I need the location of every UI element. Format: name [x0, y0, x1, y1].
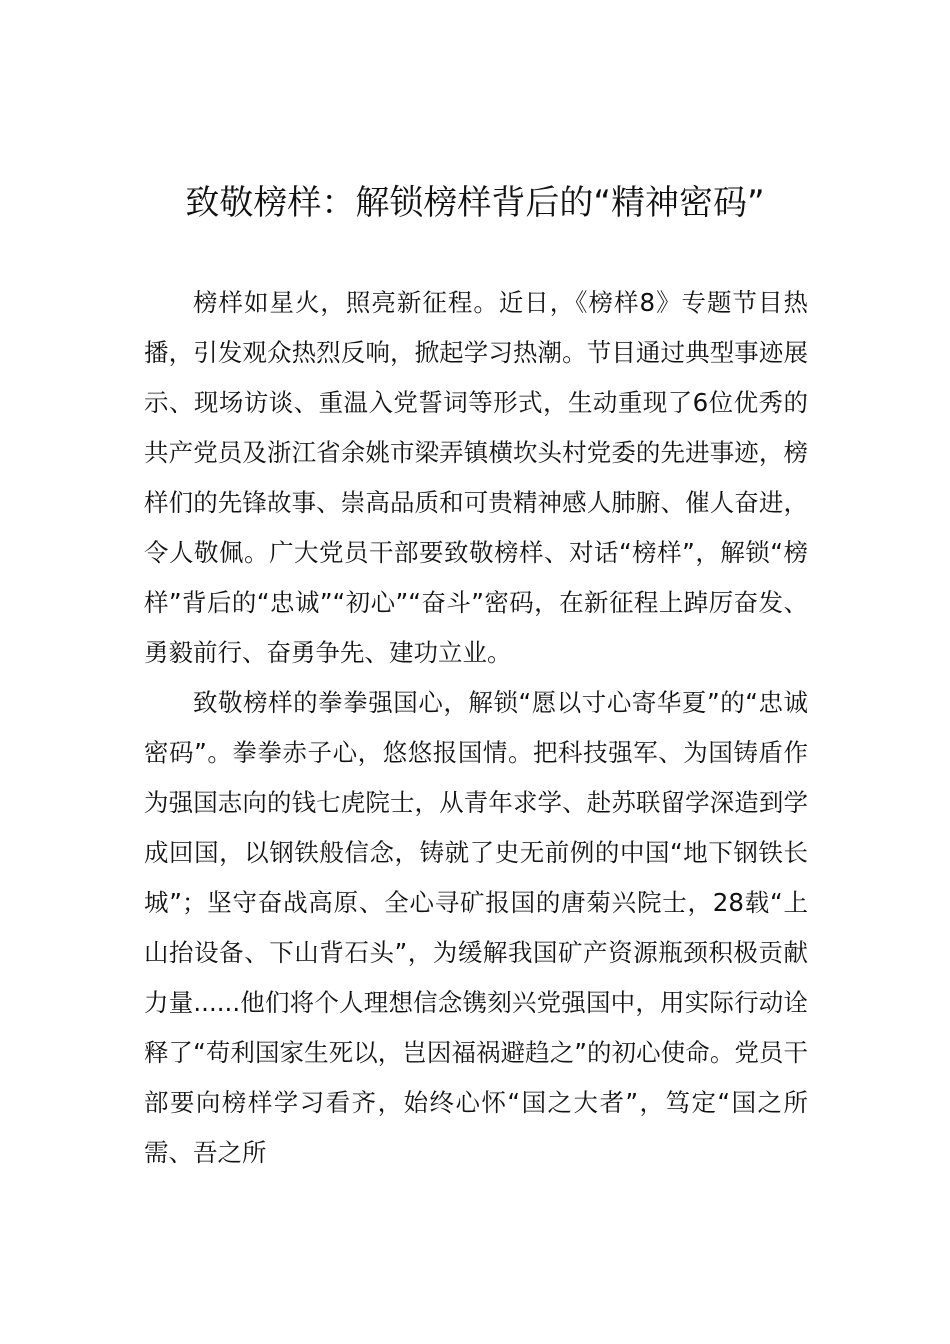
- paragraph-2: 致敬榜样的拳拳强国心，解锁“愿以寸心寄华夏”的“忠诚密码”。拳拳赤子心，悠悠报国情。把科技强军、为国铸盾作为强国志向的钱七虎院士，从青年求学、赴苏联留学深造到学成回国，以钢铁般信念，铸就了史无前例的中国“地下钢铁长城”；坚守奋战高原、全心寻矿报国的唐菊兴院士，28载“上山抬设备、下山背石头”，为缓解我国矿产资源瓶颈积极贡献力量......他们将个人理想信念镌刻兴党强国中，用实际行动诠释了“苟利国家生死以，岂因福祸避趋之”的初心使命。党员干部要向榜样学习看齐，始终心怀“国之大者”，笃定“国之所需、吾之所: [144, 688, 808, 1167]
- document-body: [144, 278, 808, 1178]
- paragraph-1: 榜样如星火，照亮新征程。近日，《榜样8》专题节目热播，引发观众热烈反响，掀起学习热潮。节目通过典型事迹展示、现场访谈、重温入党誓词等形式，生动重现了6位优秀的共产党员及浙江省余姚市梁弄镇横坎头村党委的先进事迹，榜样们的先锋故事、崇高品质和可贵精神感人肺腑、催人奋进，令人敬佩。广大党员干部要致敬榜样、对话“榜样”，解锁“榜样”背后的“忠诚”“初心”“奋斗”密码，在新征程上踔厉奋发、勇毅前行、奋勇争先、建功立业。: [144, 288, 808, 667]
- document-title: 致敬榜样：解锁榜样背后的“精神密码”: [185, 183, 765, 223]
